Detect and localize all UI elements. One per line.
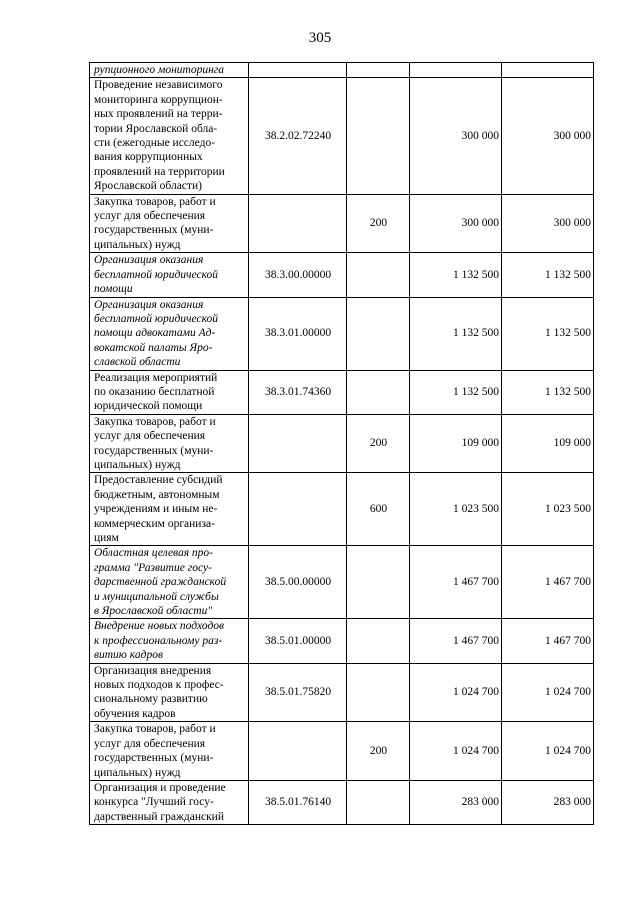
- row-amount-year2-cell: 1 024 700: [502, 663, 594, 722]
- table-row: [90, 253, 594, 297]
- row-amount-year1-cell: 1 467 700: [410, 546, 502, 619]
- row-code-cell: 38.3.00.00000: [249, 253, 347, 297]
- row-amount-year1-cell: 1 023 500: [410, 473, 502, 546]
- row-expense-type-cell: [347, 663, 410, 722]
- row-name-cell: Организация оказания бесплатной юридической помощи адвокатами Ад- вокатской палаты Яро- славской области: [90, 297, 249, 370]
- row-amount-year1-cell: 1 132 500: [410, 297, 502, 370]
- row-name-cell: Организация и проведение конкурса "Лучший госу- дарственный гражданский: [90, 780, 249, 824]
- row-code-cell: [249, 194, 347, 253]
- row-amount-year1-cell: 1 132 500: [410, 253, 502, 297]
- page-number: 305: [308, 30, 332, 46]
- row-code-cell: [249, 63, 347, 78]
- row-amount-year2-cell: 283 000: [502, 780, 594, 824]
- row-name-cell: Закупка товаров, работ и услуг для обеспечения государственных (муни- ципальных) нужд: [90, 414, 249, 473]
- row-amount-year1-cell: 109 000: [410, 414, 502, 473]
- row-expense-type-cell: 200: [347, 414, 410, 473]
- table-row: [90, 546, 594, 619]
- row-name-cell: Организация оказания бесплатной юридической помощи: [90, 253, 249, 297]
- table-row: [90, 473, 594, 546]
- row-name-cell: Предоставление субсидий бюджетным, автономным учреждениям и иным не- коммерческим организа- циям: [90, 473, 249, 546]
- row-amount-year1-cell: 1 132 500: [410, 370, 502, 414]
- row-code-cell: [249, 414, 347, 473]
- row-code-cell: 38.3.01.00000: [249, 297, 347, 370]
- row-amount-year1-cell: 1 024 700: [410, 663, 502, 722]
- row-expense-type-cell: [347, 78, 410, 194]
- row-expense-type-cell: [347, 370, 410, 414]
- table-row: [90, 414, 594, 473]
- table-row: [90, 370, 594, 414]
- row-expense-type-cell: 200: [347, 722, 410, 781]
- row-code-cell: 38.5.01.75820: [249, 663, 347, 722]
- row-name-cell: Областная целевая про- грамма "Развитие госу- дарственной гражданской и муниципальной службы в Ярославской области": [90, 546, 249, 619]
- row-amount-year2-cell: 1 132 500: [502, 297, 594, 370]
- row-amount-year1-cell: [410, 63, 502, 78]
- row-name-cell: Закупка товаров, работ и услуг для обеспечения государственных (муни- ципальных) нужд: [90, 722, 249, 781]
- row-amount-year1-cell: 1 467 700: [410, 619, 502, 663]
- row-amount-year2-cell: 300 000: [502, 78, 594, 194]
- row-expense-type-cell: 200: [347, 194, 410, 253]
- row-amount-year2-cell: 109 000: [502, 414, 594, 473]
- table-row: [90, 194, 594, 253]
- row-name-cell: Внедрение новых подходов к профессиональному раз- витию кадров: [90, 619, 249, 663]
- row-code-cell: 38.5.01.76140: [249, 780, 347, 824]
- row-code-cell: 38.5.00.00000: [249, 546, 347, 619]
- row-amount-year2-cell: 1 023 500: [502, 473, 594, 546]
- row-amount-year1-cell: 283 000: [410, 780, 502, 824]
- row-amount-year2-cell: 1 132 500: [502, 370, 594, 414]
- row-code-cell: [249, 722, 347, 781]
- row-amount-year2-cell: [502, 63, 594, 78]
- row-expense-type-cell: [347, 546, 410, 619]
- table-row: [90, 619, 594, 663]
- table-row: [90, 663, 594, 722]
- row-amount-year1-cell: 1 024 700: [410, 722, 502, 781]
- table-row: [90, 722, 594, 781]
- table-row: [90, 78, 594, 194]
- row-amount-year2-cell: 1 132 500: [502, 253, 594, 297]
- table-row: [90, 63, 594, 78]
- row-amount-year1-cell: 300 000: [410, 78, 502, 194]
- row-name-cell: Реализация мероприятий по оказанию бесплатной юридической помощи: [90, 370, 249, 414]
- row-code-cell: 38.3.01.74360: [249, 370, 347, 414]
- budget-table: [89, 62, 594, 825]
- row-expense-type-cell: [347, 63, 410, 78]
- row-amount-year1-cell: 300 000: [410, 194, 502, 253]
- row-expense-type-cell: [347, 253, 410, 297]
- table-row: [90, 780, 594, 824]
- row-expense-type-cell: [347, 619, 410, 663]
- table-row: [90, 297, 594, 370]
- row-name-cell: Проведение независимого мониторинга коррупцион- ных проявлений на терри- тории Ярославской обла- сти (ежегодные исследо- вания коррупционных проявлений на территории Ярославской области): [90, 78, 249, 194]
- row-amount-year2-cell: 1 467 700: [502, 546, 594, 619]
- budget-table-body: [90, 63, 594, 825]
- row-amount-year2-cell: 1 467 700: [502, 619, 594, 663]
- row-expense-type-cell: [347, 297, 410, 370]
- row-expense-type-cell: [347, 780, 410, 824]
- row-expense-type-cell: 600: [347, 473, 410, 546]
- row-name-cell: Организация внедрения новых подходов к профес- сиональному развитию обучения кадров: [90, 663, 249, 722]
- row-code-cell: 38.5.01.00000: [249, 619, 347, 663]
- row-amount-year2-cell: 1 024 700: [502, 722, 594, 781]
- row-amount-year2-cell: 300 000: [502, 194, 594, 253]
- row-code-cell: [249, 473, 347, 546]
- row-code-cell: 38.2.02.72240: [249, 78, 347, 194]
- row-name-cell: рупционного мониторинга: [90, 63, 249, 78]
- row-name-cell: Закупка товаров, работ и услуг для обеспечения государственных (муни- ципальных) нужд: [90, 194, 249, 253]
